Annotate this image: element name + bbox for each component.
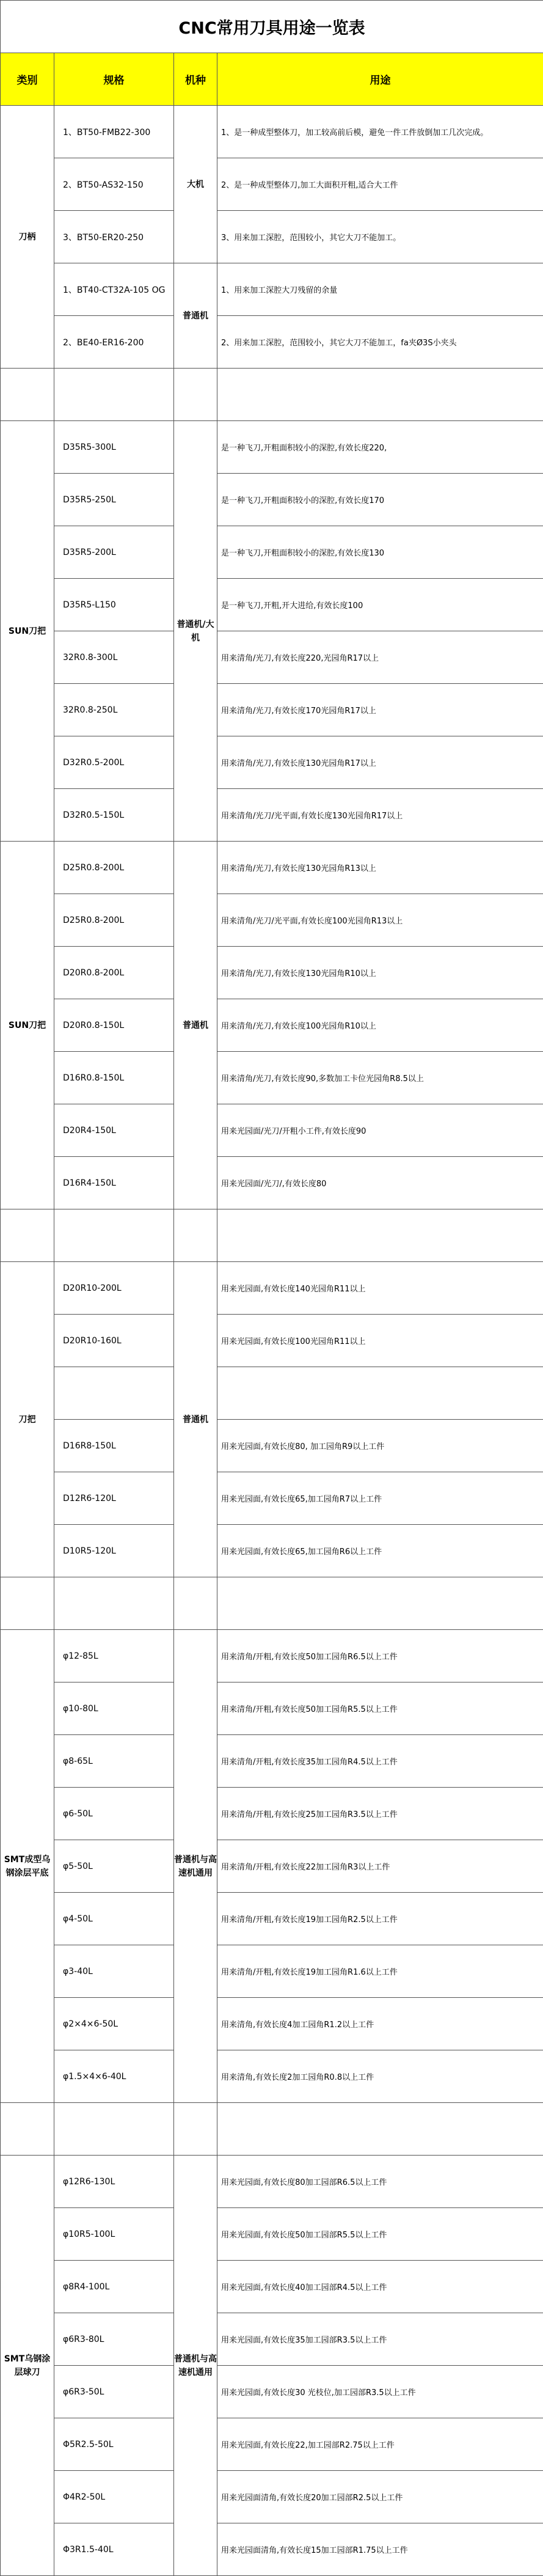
usage-cell: 用来光园面,有效长度35加工园部R3.5以上工件 <box>217 2313 543 2366</box>
machine-cell: 大机 <box>174 106 217 263</box>
usage-cell: 用来光园面,有效长度80, 加工园角R9以上工件 <box>217 1420 543 1472</box>
usage-cell: 用来清角/光刀,有效长度100光园角R10以上 <box>217 999 543 1052</box>
spec-cell: D20R0.8-200L <box>54 947 174 999</box>
spec-cell: D25R0.8-200L <box>54 842 174 894</box>
table-row <box>1 684 543 736</box>
spec-cell: D10R5-120L <box>54 1525 174 1577</box>
usage-cell: 用来光园面,有效长度140光园角R11以上 <box>217 1262 543 1315</box>
usage-cell: 1、是一种成型整体刀，加工较高前后模，避免一件工件放倒加工几次完成。 <box>217 106 543 158</box>
spec-cell: D35R5-250L <box>54 474 174 526</box>
usage-cell: 用来清角/开粗,有效长度19加工园角R2.5以上工件 <box>217 1893 543 1945</box>
table-row <box>1 421 543 474</box>
usage-cell <box>217 1367 543 1420</box>
usage-cell: 1、用来加工深腔大刀残留的余量 <box>217 263 543 316</box>
table-row <box>1 316 543 369</box>
category-cell: SUN刀把 <box>1 842 54 1209</box>
table-row <box>1 1630 543 1682</box>
usage-cell: 用来清角/光刀,有效长度170光园角R17以上 <box>217 684 543 736</box>
usage-cell: 用来清角/光刀,有效长度130光园角R13以上 <box>217 842 543 894</box>
usage-cell: 用来清角/开粗,有效长度22加工园角R3以上工件 <box>217 1840 543 1893</box>
usage-cell: 用来清角,有效长度2加工园角R0.8以上工件 <box>217 2050 543 2103</box>
table-row <box>1 2418 543 2471</box>
spec-cell: 32R0.8-300L <box>54 631 174 684</box>
spec-cell: φ5-50L <box>54 1840 174 1893</box>
table-row <box>1 2471 543 2523</box>
spec-cell: D32R0.5-200L <box>54 736 174 789</box>
table-row <box>1 894 543 947</box>
usage-cell: 2、用来加工深腔，范围较小，其它大刀不能加工，fa夹Ø3S小夹头 <box>217 316 543 369</box>
table-row <box>1 1788 543 1840</box>
spec-cell: D20R4-150L <box>54 1104 174 1157</box>
table-row <box>1 789 543 842</box>
usage-cell: 用来光园面,有效长度80加工园部R6.5以上工件 <box>217 2156 543 2208</box>
table-row <box>1 1472 543 1525</box>
table-row <box>1 1945 543 1998</box>
table-row <box>1 947 543 999</box>
header-category: 类别 <box>1 53 54 106</box>
spacer-row <box>1 1577 543 1630</box>
usage-cell: 是一种飞刀,开粗面积较小的深腔,有效长度170 <box>217 474 543 526</box>
table-row <box>1 2050 543 2103</box>
spec-cell: D20R10-200L <box>54 1262 174 1315</box>
table-row <box>1 1420 543 1472</box>
usage-cell: 用来光园面,有效长度22,加工园部R2.75以上工件 <box>217 2418 543 2471</box>
spec-cell: Φ5R2.5-50L <box>54 2418 174 2471</box>
spec-cell: D16R0.8-150L <box>54 1052 174 1104</box>
spec-cell: φ12-85L <box>54 1630 174 1682</box>
table-row <box>1 1104 543 1157</box>
usage-cell: 是一种飞刀,开粗面积较小的深腔,有效长度130 <box>217 526 543 579</box>
usage-cell: 2、是一种成型整体刀,加工大面积开粗,适合大工件 <box>217 158 543 211</box>
spec-cell: φ10-80L <box>54 1682 174 1735</box>
spec-cell: 32R0.8-250L <box>54 684 174 736</box>
table-row <box>1 2156 543 2208</box>
table-row <box>1 1893 543 1945</box>
table-row <box>1 158 543 211</box>
usage-cell: 用来清角/光刀,有效长度130光园角R17以上 <box>217 736 543 789</box>
spec-cell: D35R5-300L <box>54 421 174 474</box>
spec-cell: D32R0.5-150L <box>54 789 174 842</box>
spec-cell: D12R6-120L <box>54 1472 174 1525</box>
table-row <box>1 2523 543 2576</box>
usage-cell: 用来清角/开粗,有效长度35加工园角R4.5以上工件 <box>217 1735 543 1788</box>
usage-cell: 用来清角/开粗,有效长度50加工园角R5.5以上工件 <box>217 1682 543 1735</box>
spec-cell: D16R8-150L <box>54 1420 174 1472</box>
machine-cell: 普通机与高速机通用 <box>174 1630 217 2103</box>
table-row <box>1 1367 543 1420</box>
usage-cell: 用来清角/光刀/光平面,有效长度130光园角R17以上 <box>217 789 543 842</box>
table-row <box>1 842 543 894</box>
spec-cell: φ8-65L <box>54 1735 174 1788</box>
spec-cell: Φ3R1.5-40L <box>54 2523 174 2576</box>
category-cell: SUN刀把 <box>1 421 54 842</box>
spacer-row <box>1 369 543 421</box>
usage-cell: 用来清角/光刀,有效长度220,光园角R17以上 <box>217 631 543 684</box>
spec-cell: 1、BT40-CT32A-105 OG <box>54 263 174 316</box>
usage-cell: 用来清角/光刀/光平面,有效长度100光园角R13以上 <box>217 894 543 947</box>
table-row <box>1 1052 543 1104</box>
spec-cell: φ3-40L <box>54 1945 174 1998</box>
usage-cell: 用来光园面/光刀/,有效长度80 <box>217 1157 543 1209</box>
spec-cell: φ12R6-130L <box>54 2156 174 2208</box>
spec-cell: 1、BT50-FMB22-300 <box>54 106 174 158</box>
usage-cell: 用来清角,有效长度4加工园角R1.2以上工件 <box>217 1998 543 2050</box>
title-row <box>1 1 543 53</box>
header-machine: 机种 <box>174 53 217 106</box>
spec-cell: 2、BE40-ER16-200 <box>54 316 174 369</box>
spec-cell: φ8R4-100L <box>54 2261 174 2313</box>
table-row <box>1 2313 543 2366</box>
spacer-row <box>1 2103 543 2156</box>
header-spec: 规格 <box>54 53 174 106</box>
table-row <box>1 999 543 1052</box>
table-row <box>1 1735 543 1788</box>
table-row <box>1 474 543 526</box>
usage-cell: 用来光园面清角,有效长度20加工园部R2.5以上工件 <box>217 2471 543 2523</box>
spec-cell: φ1.5×4×6-40L <box>54 2050 174 2103</box>
spec-cell: φ2×4×6-50L <box>54 1998 174 2050</box>
machine-cell: 普通机/大机 <box>174 421 217 842</box>
table-row <box>1 2208 543 2261</box>
table-row <box>1 1998 543 2050</box>
usage-cell: 是一种飞刀,开粗,开大进给,有效长度100 <box>217 579 543 631</box>
table-row <box>1 2261 543 2313</box>
machine-cell: 普通机 <box>174 1262 217 1577</box>
spec-cell: φ4-50L <box>54 1893 174 1945</box>
table-row <box>1 631 543 684</box>
header-row <box>1 53 543 106</box>
table-row <box>1 1157 543 1209</box>
spacer-row <box>1 1209 543 1262</box>
usage-cell: 用来光园面,有效长度30 光枝位,加工园部R3.5以上工件 <box>217 2366 543 2418</box>
usage-cell: 用来光园面,有效长度65,加工园角R7以上工件 <box>217 1472 543 1525</box>
spec-cell: Φ4R2-50L <box>54 2471 174 2523</box>
spec-cell: D35R5-200L <box>54 526 174 579</box>
usage-cell: 用来清角/开粗,有效长度50加工园角R6.5以上工件 <box>217 1630 543 1682</box>
usage-cell: 是一种飞刀,开粗面积较小的深腔,有效长度220, <box>217 421 543 474</box>
table-row <box>1 106 543 158</box>
usage-cell: 用来清角/光刀,有效长度130光园角R10以上 <box>217 947 543 999</box>
machine-cell: 普通机与高速机通用 <box>174 2156 217 2576</box>
table-row <box>1 1682 543 1735</box>
spec-cell: φ6R3-50L <box>54 2366 174 2418</box>
usage-cell: 用来清角/光刀,有效长度90,多数加工卡位光园角R8.5以上 <box>217 1052 543 1104</box>
spec-cell: 2、BT50-AS32-150 <box>54 158 174 211</box>
spec-cell: D16R4-150L <box>54 1157 174 1209</box>
usage-cell: 用来光园面,有效长度100光园角R11以上 <box>217 1315 543 1367</box>
table-row <box>1 211 543 263</box>
category-cell: 刀柄 <box>1 106 54 369</box>
machine-cell: 普通机 <box>174 842 217 1209</box>
spec-cell: φ6R3-80L <box>54 2313 174 2366</box>
header-usage: 用途 <box>217 53 543 106</box>
table-row <box>1 526 543 579</box>
spec-cell: D20R10-160L <box>54 1315 174 1367</box>
usage-cell: 用来光园面清角,有效长度15加工园部R1.75以上工件 <box>217 2523 543 2576</box>
category-cell: SMT成型乌钢涂层平底 <box>1 1630 54 2103</box>
spec-cell: 3、BT50-ER20-250 <box>54 211 174 263</box>
usage-cell: 3、用来加工深腔，范围较小，其它大刀不能加工。 <box>217 211 543 263</box>
spec-cell: D20R0.8-150L <box>54 999 174 1052</box>
usage-cell: 用来清角/开粗,有效长度25加工园角R3.5以上工件 <box>217 1788 543 1840</box>
spec-cell: D35R5-L150 <box>54 579 174 631</box>
table-row <box>1 263 543 316</box>
spec-cell: D25R0.8-200L <box>54 894 174 947</box>
category-cell: 刀把 <box>1 1262 54 1577</box>
table-row <box>1 1262 543 1315</box>
usage-cell: 用来清角/开粗,有效长度19加工园角R1.6以上工件 <box>217 1945 543 1998</box>
table-row <box>1 1840 543 1893</box>
page-title: CNC常用刀具用途一览表 <box>1 1 543 53</box>
spec-cell: φ10R5-100L <box>54 2208 174 2261</box>
spec-cell <box>54 1367 174 1420</box>
usage-cell: 用来光园面,有效长度65,加工园角R6以上工件 <box>217 1525 543 1577</box>
usage-cell: 用来光园面/光刀/开粗小工件,有效长度90 <box>217 1104 543 1157</box>
table-row <box>1 1315 543 1367</box>
machine-cell: 普通机 <box>174 263 217 369</box>
category-cell: SMT乌钢涂层球刀 <box>1 2156 54 2576</box>
table-row <box>1 579 543 631</box>
spec-cell: φ6-50L <box>54 1788 174 1840</box>
table-row <box>1 736 543 789</box>
table-row <box>1 1525 543 1577</box>
table-row <box>1 2366 543 2418</box>
usage-cell: 用来光园面,有效长度40加工园部R4.5以上工件 <box>217 2261 543 2313</box>
usage-cell: 用来光园面,有效长度50加工园部R5.5以上工件 <box>217 2208 543 2261</box>
